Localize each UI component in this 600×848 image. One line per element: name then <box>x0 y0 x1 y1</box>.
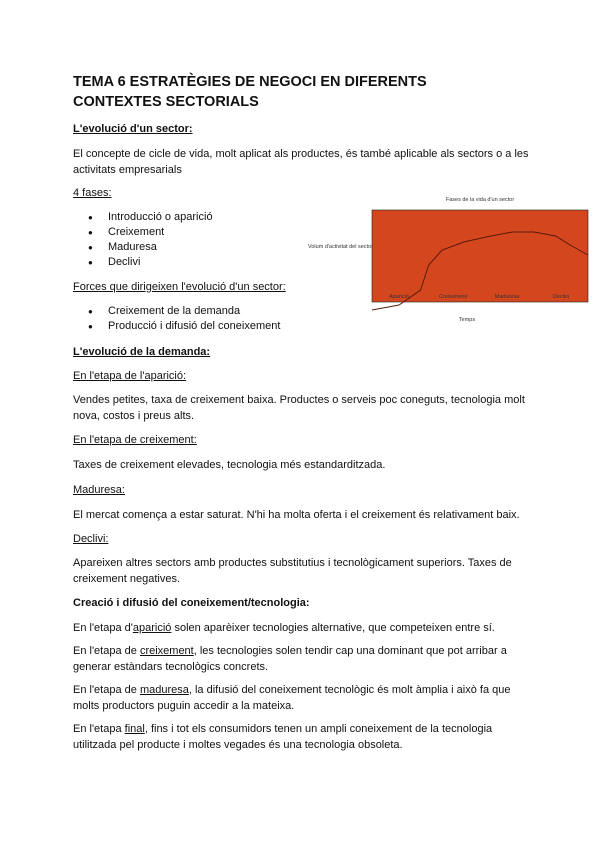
coneixement-paragraph <box>73 682 533 714</box>
fases-list <box>88 210 213 270</box>
coneixement-paragraph <box>73 721 533 753</box>
chart-plot-area <box>372 210 588 302</box>
paragraph-text: En l'etapa <box>73 723 125 735</box>
chart-title: Fases de la vida d'un sector <box>445 197 515 203</box>
sector-intro-paragraph: El concepte de cicle de vida, molt aplicat als productes, és també aplicable als sectors o a les activitats empresarials <box>73 148 529 176</box>
paragraph-text: , les tecnologies solen tendir cap una dominant que pot arribar a generar estàndars tecnològics concrets. <box>73 645 507 673</box>
list-item: ● Producció i difusió del coneixement <box>88 319 280 334</box>
fases-label: 4 fases: <box>73 187 112 199</box>
stage-text-creixement: Taxes de creixement elevades, tecnologia més estandarditzada. <box>73 459 386 471</box>
stage-label-declivi: Declivi: <box>73 533 109 545</box>
stage-label-aparicio: En l'etapa de l'aparició: <box>73 370 187 382</box>
page-title: TEMA 6 ESTRATÈGIES DE NEGOCI EN DIFERENTS CONTEXTES SECTORIALS <box>73 74 427 110</box>
list-item: ● Declivi <box>88 255 213 270</box>
list-item: ● Maduresa <box>88 240 213 255</box>
section-heading-sector: L'evolució d'un sector: <box>73 123 193 135</box>
chart-xlabel: Temps <box>458 317 476 323</box>
coneixement-paragraph <box>73 620 533 636</box>
section-heading-demanda: L'evolució de la demanda: <box>73 346 211 358</box>
chart-ylabel: Volum d'activitat del sector <box>308 244 373 250</box>
paragraph-text: solen aparèixer tecnologies alternative, que competeixen entre sí. <box>171 622 495 634</box>
stage-keyword: final <box>124 723 145 735</box>
list-item: ● Creixement de la demanda <box>88 304 280 319</box>
paragraph-text: , fins i tot els consumidors tenen un ampli coneixement de la tecnologia utilitzada pel producte i moltes vegades és una tecnologia obsoleta. <box>73 723 493 751</box>
chart-stage-label: Maduresa <box>494 294 520 300</box>
forces-list <box>88 304 280 334</box>
life-cycle-chart <box>300 190 590 325</box>
chart-stage-label: Declivi <box>552 294 570 300</box>
chart-stage-label: Creixement <box>438 294 468 300</box>
chart-stage-label: Aparició <box>389 294 409 300</box>
coneixement-paragraph <box>73 643 533 675</box>
paragraph-text: En l'etapa de <box>73 645 140 657</box>
stage-text-maduresa: El mercat comença a estar saturat. N'hi ha molta oferta i el creixement és relativament baix. <box>73 509 520 521</box>
list-item: ● Introducció o aparició <box>88 210 213 225</box>
stage-text-aparicio: Vendes petites, taxa de creixement baixa. Productes o serveis poc coneguts, tecnologia molt nova, costos i preus alts. <box>73 394 525 422</box>
stage-label-creixement: En l'etapa de creixement: <box>73 434 197 446</box>
stage-keyword: creixement <box>139 645 194 657</box>
list-item: ● Creixement <box>88 225 213 240</box>
section-heading-coneixement: Creació i difusió del coneixement/tecnologia: <box>73 597 310 609</box>
stage-label-maduresa: Maduresa: <box>73 484 125 496</box>
forces-label: Forces que dirigeixen l'evolució d'un sector: <box>73 281 286 293</box>
paragraph-text: , la difusió del coneixement tecnològic és molt àmplia i això fa que molts productors puguin accedir a la mateixa. <box>73 684 511 712</box>
paragraph-text: En l'etapa d' <box>73 622 133 634</box>
stage-keyword: aparició <box>132 622 172 634</box>
stage-text-declivi: Apareixen altres sectors amb productes substitutius i tecnològicament superiors. Taxes de creixement negatives. <box>73 557 512 585</box>
stage-keyword: maduresa <box>139 684 189 696</box>
paragraph-text: En l'etapa de <box>73 684 140 696</box>
